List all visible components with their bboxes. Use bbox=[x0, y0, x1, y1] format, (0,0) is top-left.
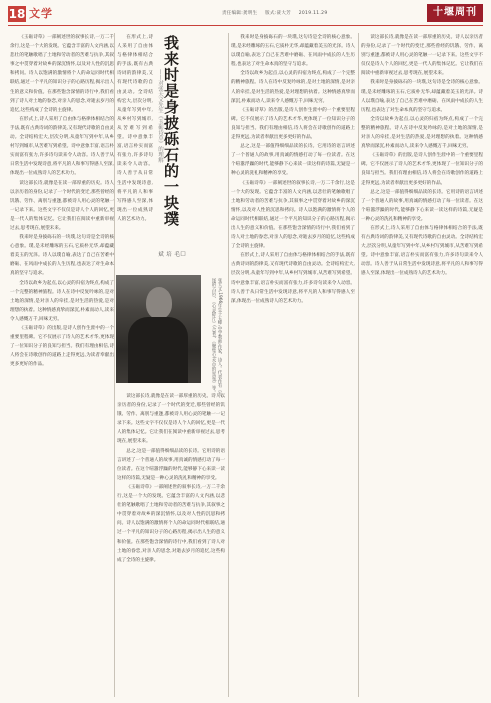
author-photo bbox=[116, 275, 201, 383]
paragraph: 总之,这是一部值得细细品读的长诗。它用诗的语言讲述了一个普通人的故事,用真诚的情感打动了每一位读者。在这个喧嚣浮躁的时代,能够静下心来读一读这样的诗篇,无疑是一种心灵的洗礼和精神的享受。 bbox=[361, 189, 483, 222]
paragraph: 《玉砺诗草》的出版,是诗人创作生涯中的一个重要里程碑。它不仅展示了诗人的艺术才华,更体现了一位知识分子的良知与担当。我们有理由相信,诗人将会在诗歌创作的道路上走得更远,为读者奉献出更多更好的作品。 bbox=[10, 326, 114, 368]
paragraph: 全诗以故乡为起点,以心灵的归宿为终点,构成了一个完整的精神旅程。诗人在诗中反复吟咏的,是对土地的深情,是对亲人的牵挂,是对生活的热爱,是对理想的执着。这种情感真挚而深沉,朴素而动人,读来令人感慨万千,回味无穷。 bbox=[231, 71, 355, 104]
paragraph: 我来时是身披砾石的一块璞,这句诗是全诗的核心意象。璞,是未经雕琢的玉石,它质朴无华,却蕴藏着美玉的光泽。诗人以璞自喻,表达了自己在苦难中磨砺、在风雨中成长的人生历程,也表达了对生命本真的坚守与追求。 bbox=[231, 35, 355, 68]
paragraph: 我来时是身披砾石的一块璞,这句诗是全诗的核心意象。璞,是未经雕琢的玉石,它质朴无华,却蕴藏着美玉的光泽。诗人以璞自喻,表达了自己在苦难中磨砺、在风雨中成长的人生历程,也表达了对生命本真的坚守与追求。 bbox=[361, 80, 483, 113]
editor-info bbox=[222, 10, 333, 16]
newspaper-logo: 十堰周刊 bbox=[427, 4, 483, 22]
text-column-3 bbox=[231, 33, 355, 697]
issue-date: 2019.11.29 bbox=[298, 11, 328, 16]
paragraph: 在形式上,诗人采用了自由体与格律体相结合的手法,既有古典诗词的韵律美,又有现代诗歌的自由灵动。全诗结构宏大,层次分明,从童年写到中年,从乡村写到城市,从苦难写到希望。诗中意象丰富,语言朴实而富有张力,许多诗句读来令人动容。诗人善于从日常生活中发现诗意,将平凡的人和事写得感人至深,体现出一位成熟诗人的艺术功力。 bbox=[361, 225, 483, 277]
paragraph: 总之,这是一部值得细细品读的长诗。它用诗的语言讲述了一个普通人的故事,用真诚的情感打动了每一位读者。在这个喧嚣浮躁的时代,能够静下心来读一读这样的诗篇,无疑是一种心灵的洗礼和精神的享受。 bbox=[117, 448, 225, 481]
paragraph: 读这部长诗,就像是在读一部厚重的历史。诗人以亲历者的身份,记录了一个时代的变迁,那些曾经的饥饿、劳作、离别与重逢,都被诗人用心灵的笔触一一记录下来。这些文字不仅仅是诗人个人的回忆,更是一代人的集体记忆。它让我们在阅读中重新审视过去,思考现在,展望未来。 bbox=[361, 35, 483, 77]
paragraph: 在形式上,诗人采用了自由体与格律体相结合的手法,既有古典诗词的韵律美,又有现代诗歌的自由灵动。全诗结构宏大,层次分明,从童年写到中年,从乡村写到城市,从苦难写到希望。诗中意象丰富,语言朴实而富有张力,许多诗句读来令人动容。诗人善于从日常生活中发现诗意,将平凡的人和事写得感人至深,体现出一位成熟诗人的艺术功力。 bbox=[117, 35, 153, 222]
column-divider bbox=[114, 33, 115, 697]
column-divider bbox=[358, 33, 359, 697]
paragraph: 《玉砺诗草》一部阐述世的叙事长诗,一万二千余行,这是一个大的发现。它蕴含丰富的人文内涵,以悲壮的笔触歌唱了土地和劳动者的苦难与抗争,其叙事之中贯穿着对故乡的深沉情怀,以及对人性的沉思和拷问。诗人以饱满的激情将个人的命运同时代相联结,通过一个平凡的知识分子的心路历程,揭示出人生的意义和价值。在那些饱含深情的诗行中,我们看到了诗人对土地的眷恋,对亲人的思念,对逝去岁月的追忆,这些构成了全诗的主旋律。 bbox=[10, 35, 114, 113]
page-number: 18 bbox=[8, 7, 26, 21]
text-column-1 bbox=[10, 33, 114, 697]
text-column-2b bbox=[117, 392, 225, 697]
article-title-block bbox=[156, 35, 200, 257]
paragraph: 全诗以故乡为起点,以心灵的归宿为终点,构成了一个完整的精神旅程。诗人在诗中反复吟咏的,是对土地的深情,是对亲人的牵挂,是对生活的热爱,是对理想的执着。这种情感真挚而深沉,朴素而动人,读来令人感慨万千,回味无穷。 bbox=[361, 116, 483, 150]
portrait-body bbox=[128, 317, 188, 383]
column-divider bbox=[228, 33, 229, 697]
paragraph: 《玉砺诗草》的出版,是诗人创作生涯中的一个重要里程碑。它不仅展示了诗人的艺术才华,更体现了一位知识分子的良知与担当。我们有理由相信,诗人将会在诗歌创作的道路上走得更远,为读者奉献出更多更好的作品。 bbox=[231, 107, 355, 141]
paragraph: 全诗以故乡为起点,以心灵的归宿为终点,构成了一个完整的精神旅程。诗人在诗中反复吟咏的,是对土地的深情,是对亲人的牵挂,是对生活的热爱,是对理想的执着。这种情感真挚而深沉,朴素而动人,读来令人感慨万千,回味无穷。 bbox=[10, 280, 114, 322]
paragraph: 我来时是身披砾石的一块璞,这句诗是全诗的核心意象。璞,是未经雕琢的玉石,它质朴无华,却蕴藏着美玉的光泽。诗人以璞自喻,表达了自己在苦难中磨砺、在风雨中成长的人生历程,也表达了对生命本真的坚守与追求。 bbox=[10, 235, 114, 277]
header-divider bbox=[8, 25, 483, 26]
designer: 版式:聂大芳 bbox=[265, 11, 291, 16]
editor: 责任编辑:龚明生 bbox=[222, 11, 258, 16]
paragraph: 《玉砺诗草》的出版,是诗人创作生涯中的一个重要里程碑。它不仅展示了诗人的艺术才华,更体现了一位知识分子的良知与担当。我们有理由相信,诗人将会在诗歌创作的道路上走得更远,为读者奉献出更多更好的作品。 bbox=[361, 153, 483, 186]
page-header bbox=[0, 0, 491, 26]
paragraph: 读这部长诗,就像是在读一部厚重的历史。诗人以亲历者的身份,记录了一个时代的变迁,那些曾经的饥饿、劳作、离别与重逢,都被诗人用心灵的笔触一一记录下来。这些文字不仅仅是诗人个人的回忆,更是一代人的集体记忆。它让我们在阅读中重新审视过去,思考现在,展望未来。 bbox=[117, 394, 225, 445]
paragraph: 在形式上,诗人采用了自由体与格律体相结合的手法,既有古典诗词的韵律美,又有现代诗歌的自由灵动。全诗结构宏大,层次分明,从童年写到中年,从乡村写到城市,从苦难写到希望。诗中意象丰富,语言朴实而富有张力,许多诗句读来令人动容。诗人善于从日常生活中发现诗意,将平凡的人和事写得感人至深,体现出一位成熟诗人的艺术功力。 bbox=[231, 253, 355, 304]
paragraph: 在形式上,诗人采用了自由体与格律体相结合的手法,既有古典诗词的韵律美,又有现代诗歌的自由灵动。全诗结构宏大,层次分明,从童年写到中年,从乡村写到城市,从苦难写到希望。诗中意象丰富,语言朴实而富有张力,许多诗句读来令人动容。诗人善于从日常生活中发现诗意,将平凡的人和事写得感人至深,体现出一位成熟诗人的艺术功力。 bbox=[10, 116, 114, 177]
text-column-2 bbox=[117, 33, 153, 269]
paragraph: 总之,这是一部值得细细品读的长诗。它用诗的语言讲述了一个普通人的故事,用真诚的情感打动了每一位读者。在这个喧嚣浮躁的时代,能够静下心来读一读这样的诗篇,无疑是一种心灵的洗礼和精神的享受。 bbox=[231, 144, 355, 177]
paragraph: 读这部长诗,就像是在读一部厚重的历史。诗人以亲历者的身份,记录了一个时代的变迁,那些曾经的饥饿、劳作、离别与重逢,都被诗人用心灵的笔触一一记录下来。这些文字不仅仅是诗人个人的回忆,更是一代人的集体记忆。它让我们在阅读中重新审视过去,思考现在,展望未来。 bbox=[10, 180, 114, 231]
photo-caption: 张天文,1966年生于五峰,中学教师,作家、诗人。代表作有《五尾的六层》、《心灵碎片》(合著)、《聚集心(水中的星星)》等。 bbox=[211, 278, 222, 397]
article-subtitle: ——对张天文先生《玉砺诗草》的理解 bbox=[157, 69, 163, 163]
paragraph: 《玉砺诗草》一部阐述世的叙事长诗,一万二千余行,这是一个大的发现。它蕴含丰富的人文内涵,以悲壮的笔触歌唱了土地和劳动者的苦难与抗争,其叙事之中贯穿着对故乡的深沉情怀,以及对人性的沉思和拷问。诗人以饱满的激情将个人的命运同时代相联结,通过一个平凡的知识分子的心路历程,揭示出人生的意义和价值。在那些饱含深情的诗行中,我们看到了诗人对土地的眷恋,对亲人的思念,对逝去岁月的追忆,这些构成了全诗的主旋律。 bbox=[117, 484, 225, 563]
section-title: 文学 bbox=[29, 7, 53, 20]
article-author: □毛培斌 bbox=[157, 251, 186, 257]
text-column-4 bbox=[361, 33, 483, 697]
portrait-head bbox=[146, 287, 172, 319]
article-title: 我来时是身披砾石的一块璞 bbox=[162, 35, 180, 227]
paragraph: 《玉砺诗草》一部阐述世的叙事长诗,一万二千余行,这是一个大的发现。它蕴含丰富的人文内涵,以悲壮的笔触歌唱了土地和劳动者的苦难与抗争,其叙事之中贯穿着对故乡的深沉情怀,以及对人性的沉思和拷问。诗人以饱满的激情将个人的命运同时代相联结,通过一个平凡的知识分子的心路历程,揭示出人生的意义和价值。在那些饱含深情的诗行中,我们看到了诗人对土地的眷恋,对亲人的思念,对逝去岁月的追忆,这些构成了全诗的主旋律。 bbox=[231, 180, 355, 250]
